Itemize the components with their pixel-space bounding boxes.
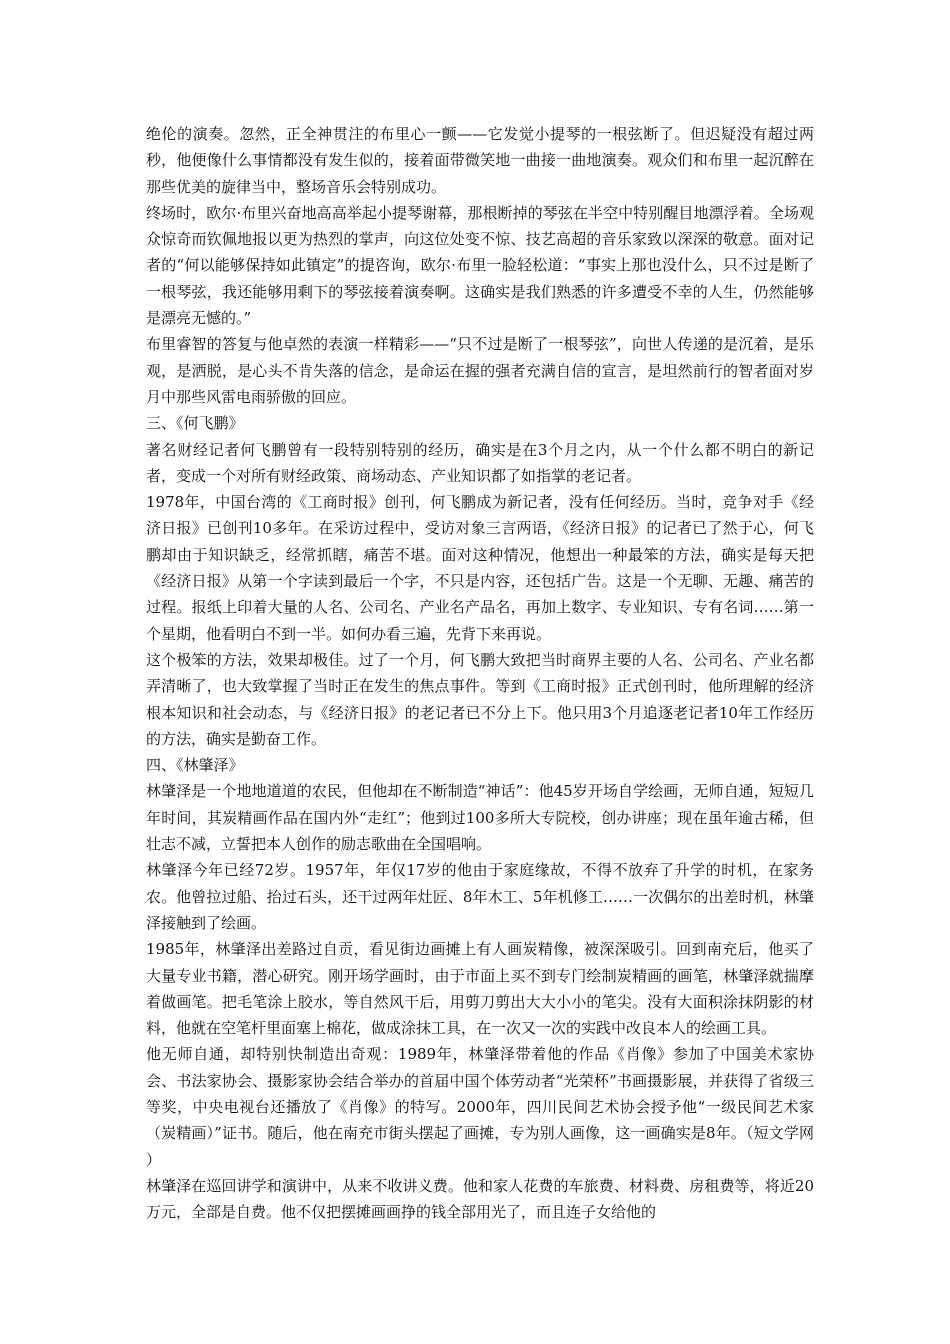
paragraph: 著名财经记者何飞鹏曾有一段特别特别的经历，确实是在3个月之内，从一个什么都不明白的新记者，变成一个对所有财经政策、商场动态、产业知识都了如指掌的老记者。 [146, 440, 814, 485]
paragraph: 1985年，林肇泽出差路过自贡，看见街边画摊上有人画炭精像，被深深吸引。回到南充后，他买了大量专业书籍，潜心研究。刚开场学画时，由于市面上买不到专门绘制炭精画的画笔，林肇泽就揣摩着做画笔。把毛笔涂上胶水，等自然风干后，用剪刀剪出大大小小的笔尖。没有大面积涂抹阴影的材料，他就在空笔杆里面塞上棉花，做成涂抹工具，在一次又一次的实践中改良本人的绘画工具。 [146, 940, 814, 1038]
paragraph: 他无师自通，却特别快制造出奇观：1989年，林肇泽带着他的作品《肖像》参加了中国美术家协会、书法家协会、摄影家协会结合举办的首届中国个体劳动者“光荣杯”书画摄影展，并获得了省级三等奖，中央电视台还播放了《肖像》的特写。2000年，四川民间艺术协会授予他“一级民间艺术家（炭精画）”证书。随后，他在南充市街头摆起了画摊，专为别人画像，这一画确实是8年。（短文学网 ） [146, 1045, 814, 1169]
paragraph: 林肇泽是一个地地道道的农民，但他却在不断制造“神话”：他45岁开场自学绘画，无师自通，短短几年时间，其炭精画作品在国内外“走红”；他到过100多所大专院校，创办讲座；现在虽年逾古稀，但壮志不减，立誓把本人创作的励志歌曲在全国唱响。 [146, 782, 814, 854]
paragraph: 1978年，中国台湾的《工商时报》创刊，何飞鹏成为新记者，没有任何经历。当时，竞争对手《经济日报》已创刊10多年。在采访过程中，受访对象三言两语，《经济日报》的记者已了然于心，何飞鹏却由于知识缺乏，经常抓瞎，痛苦不堪。面对这种情况，他想出一种最笨的方法，确实是每天把《经济日报》从第一个字读到最后一个字，不只是内容，还包括广告。这是一个无聊、无趣、痛苦的过程。报纸上印着大量的人名、公司名、产业名产品名，再加上数字、专业知识、专有名词……第一个星期，他看明白不到一半。如何办看三遍，先背下来再说。 [146, 493, 814, 643]
section-heading: 三、《何飞鹏》 [146, 414, 244, 433]
document-body [146, 121, 814, 1225]
paragraph: 林肇泽在巡回讲学和演讲中，从来不收讲义费。他和家人花费的车旅费、材料费、房租费等，将近20万元，全部是自费。他不仅把摆摊画画挣的钱全部用光了，而且连子女给他的 [146, 1176, 814, 1222]
paragraph: 林肇泽今年已经72岁。1957年，年仅17岁的他由于家庭缘故，不得不放弃了升学的时机，在家务农。他曾拉过船、抬过石头，还干过两年灶匠、8年木工、5年机修工……一次偶尔的出差时机，林肇泽接触到了绘画。 [146, 861, 814, 932]
paragraph: 终场时，欧尔·布里兴奋地高高举起小提琴谢幕，那根断掉的琴弦在半空中特别醒目地漂浮着。全场观众惊奇而钦佩地报以更为热烈的掌声，向这位处变不惊、技艺高超的音乐家致以深深的敬意。面对记者的“何以能够保持如此镇定”的提咨询，欧尔·布里一脸轻松道：“事实上那也没什么，只不过是断了一根琴弦，我还能够用剩下的琴弦接着演奏啊。这确实是我们熟悉的许多遭受不幸的人生，仍然能够是漂亮无憾的。” [146, 203, 814, 328]
paragraph: 布里睿智的答复与他卓然的表演一样精彩——“只不过是断了一根琴弦”，向世人传递的是沉着，是乐观，是洒脱，是心头不肯失落的信念，是命运在握的强者充满自信的宣言，是坦然前行的智者面对岁月中那些风雷电雨骄傲的回应。 [146, 335, 814, 406]
section-heading: 四、《林肇泽》 [146, 756, 244, 775]
paragraph: 绝伦的演奏。忽然，正全神贯注的布里心一颤——它发觉小提琴的一根弦断了。但迟疑没有超过两秒，他便像什么事情都没有发生似的，接着面带微笑地一曲接一曲地演奏。观众们和布里一起沉醉在那些优美的旋律当中，整场音乐会特别成功。 [146, 125, 814, 196]
paragraph: 这个极笨的方法，效果却极佳。过了一个月，何飞鹏大致把当时商界主要的人名、公司名、产业名都弄清晰了，也大致掌握了当时正在发生的焦点事件。等到《工商时报》正式创刊时，他所理解的经济根本知识和社会动态，与《经济日报》的老记者已不分上下。他只用3个月追逐老记者10年工作经历的方法，确实是勤奋工作。 [146, 650, 814, 748]
